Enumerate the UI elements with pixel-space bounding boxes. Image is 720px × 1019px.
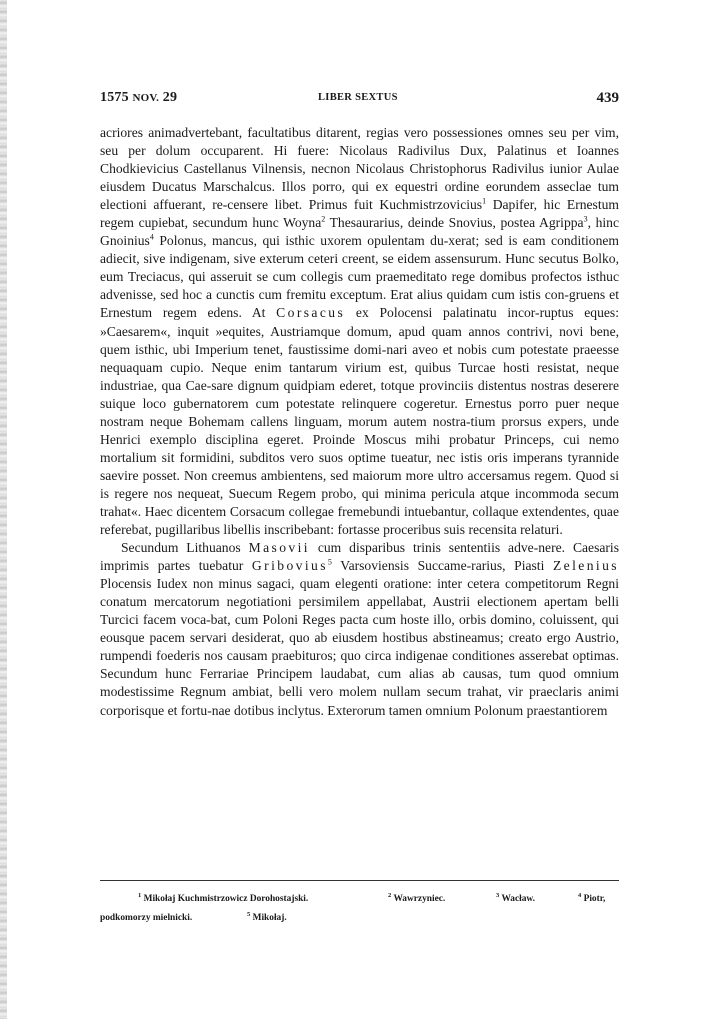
scan-edge-shadow — [0, 0, 7, 1019]
text-run: Secundum Lithuanos — [121, 540, 249, 556]
footnote-text: Piotr, — [583, 894, 606, 904]
book-title: LIBER SEXTUS — [318, 92, 398, 103]
footnote-3 — [496, 890, 535, 909]
footnote-mark: 5 — [247, 910, 251, 918]
footnote-ref: 4 — [149, 232, 154, 242]
footnote-ref: 1 — [482, 196, 487, 206]
text-run: ex Polocensi palatinatu incor-ruptus eques: »Caesarem«, inquit »equites, Austriamque domum, apud quam annos contrivi, novi bene, quem isthic, ubi Imperium tenet, faustissime domi-nari aveo et nobis cum potestate praeesse nequaquam cupio. Neque enim tantarum virium est, quibus Turcae hosti resistat, neque industriae, qua Cae-sare dignum quidpiam ederet, totque provinciis distentus nostras deserere suique loco gubernatorem cum potestate relinquere cogeretur. Ernestus porro puer neque nostram neque Bohemam callens linguam, morum autem nostra-tium prorsus expers, unde Henrici exemplo disciplina egeret. Proinde Moscus mihi probatur Princeps, cui nemo mortalium sit formidini, subditos vero suos optime tueatur, nec istis oris imperans tyrannide saevire posset. Non creemus ambientens, sed maiorum more ultro accersamus regem. Quod si is regere nos nequeat, Suecum Regem probo, qui minima pericula atque incommoda secum trahat«. Haec dicentem Corsacum collegae fremebundi intuebantur, collaque extendentes, quae referebat, pugillaribus libellis inscribebant: fortasse proceribus suis recensita relaturi. — [100, 305, 619, 538]
page-number: 439 — [596, 90, 619, 106]
footnote-1 — [138, 890, 308, 909]
spaced-name: Corsacus — [276, 305, 346, 321]
paragraph-1 — [100, 124, 619, 539]
footnote-text: Wawrzyniec. — [393, 894, 446, 904]
footnote-text: Mikołaj Kuchmistrzowicz Dorohostajski. — [143, 894, 309, 904]
date-month: NOV. — [132, 92, 160, 104]
footnote-4 — [578, 890, 605, 909]
spaced-name: Gribovius — [251, 558, 328, 574]
text-run: Varsoviensis Succame-rarius, Piasti — [331, 558, 553, 574]
footnote-ref: 5 — [327, 557, 332, 567]
text-run: Plocensis Iudex non minus sagaci, quam elegenti oratione: inter cetera competitorum Regni conatum mercatorum negotiationi persimilem appellabat, Austrii electionem apertam belli Turcici facem voca-bat, cum Poloni Reges pacta cum hoste illo, orbis domino, coluissent, qui eousque pacem servari desiderat, quo ab eiusdem hostibus abstineamus; creato ergo Austrio, rumpendi foederis nos causam praebituros; quo circa indigenae conditiones asserebat optimas. Secundum hunc Ferrariae Principem laudabat, cum alias ab causas, tum quod omnium modestissime Regnum ambiat, belli vero molem nullam secum trahat, vir praeclaris animi corporisque et fortu-nae dotibus inclytus. Exterorum tamen omnium Polonum praestantiorem — [100, 576, 619, 718]
text-run: cum disparibus trinis sententiis adve-nere. Caesaris imprimis partes tuebatur — [100, 540, 619, 574]
footnote-ref: 2 — [321, 214, 326, 224]
footnote-5 — [247, 909, 287, 928]
text-run: Thesaurarius, deinde Snovius, postea Agrippa — [325, 215, 584, 231]
spaced-name: Zelenius — [552, 558, 619, 574]
text-run: Dapifer, hic Ernestum regem cupiebat, secundum hunc Woyna — [100, 197, 619, 231]
footnote-text: Mikołaj. — [252, 913, 287, 923]
text-run: Polonus, mancus, qui isthic uxorem opulentam du-xerat; sed is eam conditionem adiecit, sive indigenam, sive exterum ceteri creent, se eidem assensurum. Hunc secutus Bolko, eum Treciacus, qui asseruit se cum collegis cum praemeditato rege domibus profectos isthuc advenisse, sed hoc a cunctis cum fremitu exceptum. Erat alius quidam cum istis con-gruens et Ernestum regem edens. At — [100, 233, 619, 321]
date-year: 1575 — [100, 90, 129, 105]
footnote-mark: 4 — [578, 891, 582, 899]
date-day: 29 — [162, 90, 178, 105]
footnote-2 — [388, 890, 445, 909]
spaced-name: Masovii — [248, 540, 310, 556]
footnote-mark: 2 — [388, 891, 392, 899]
text-run: acriores animadvertebant, facultatibus ditarent, regias vero possessiones omnes seu per vim, seu per dolum occuparent. Hi fuere: Nicolaus Radivilus Dux, Palatinus et Ioannes Chodkievicius Castellanus Vilnensis, necnon Nicolaus Christophorus Radivilus iunior Aulae eiusdem Ducatus Marschalcus. Illos porro, qui ex equestri ordine eorundem asseclae tum electioni affuerant, re-censere libet. Primus fuit Kuchmistrzovicius — [100, 125, 619, 213]
footnote-text: Wacław. — [501, 894, 536, 904]
running-head — [100, 88, 619, 110]
text-run: , hinc Gnoinius — [100, 215, 619, 249]
book-page — [100, 88, 619, 720]
date-heading — [100, 90, 177, 106]
footnote-mark: 1 — [138, 891, 142, 899]
footnote-text: podkomorzy mielnicki. — [100, 913, 193, 923]
footnote-divider — [100, 880, 619, 881]
footnote-mark: 3 — [496, 891, 500, 899]
footnote-4-continued — [100, 909, 192, 928]
footnote-ref: 3 — [583, 214, 588, 224]
main-text — [100, 124, 619, 720]
paragraph-2 — [100, 539, 619, 719]
